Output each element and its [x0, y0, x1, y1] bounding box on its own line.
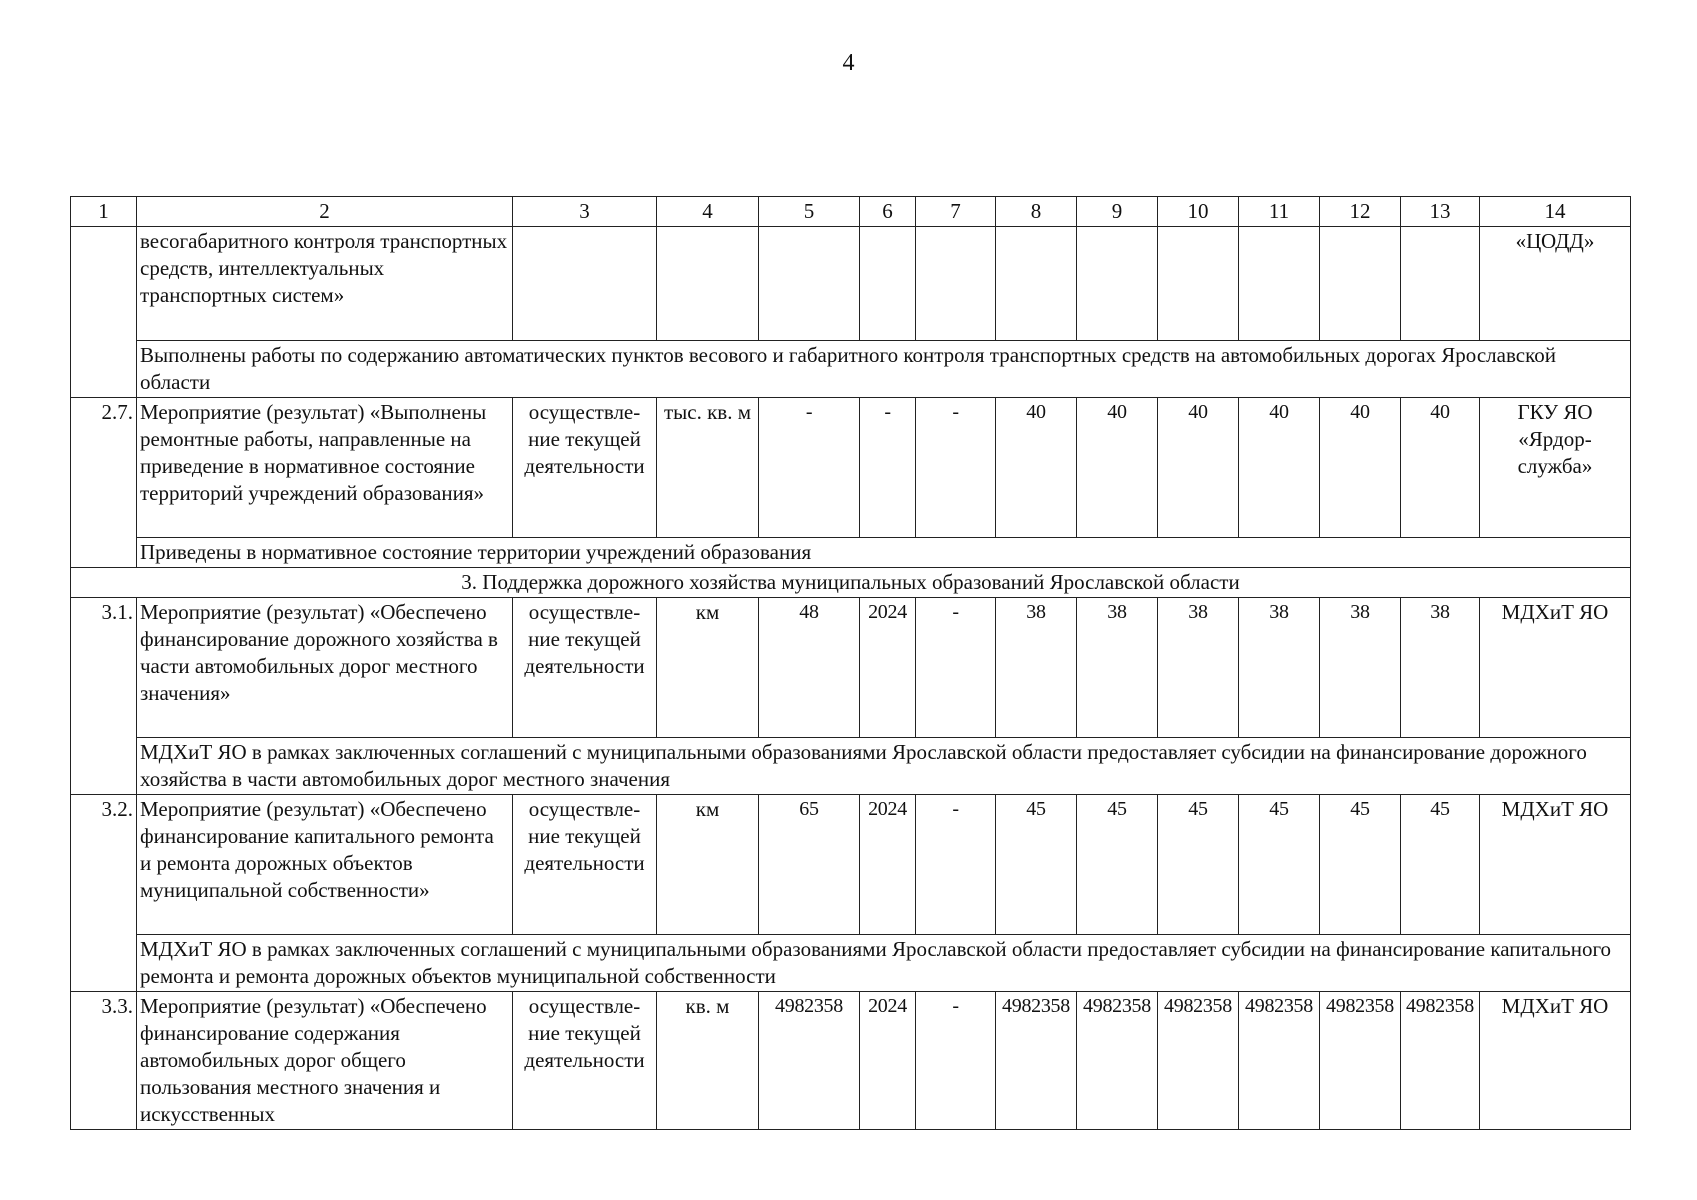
- result-text: МДХиТ ЯО в рамках заключенных соглашений с муниципальными образованиями Ярославской области предоставляет субсидии на финансирование капитального ремонта и ремонта дорожных объектов муниципальной собственности: [137, 935, 1631, 992]
- empty-cell: [657, 227, 759, 341]
- result-row: [71, 538, 1631, 568]
- unit-cell: км: [657, 598, 759, 738]
- value-cell: 2024: [860, 795, 916, 935]
- empty-cell: [759, 227, 860, 341]
- empty-cell: [916, 227, 996, 341]
- measure-type-cell: осуществле-ние текущей деятельности: [513, 398, 657, 538]
- header-cell: 12: [1320, 197, 1401, 227]
- value-cell: 2024: [860, 598, 916, 738]
- value-cell: 4982358: [1320, 992, 1401, 1130]
- empty-cell: [996, 227, 1077, 341]
- value-cell: -: [916, 795, 996, 935]
- table-row: [71, 992, 1631, 1130]
- measure-name-cell: Мероприятие (результат) «Обеспечено финансирование дорожного хозяйства в части автомобильных дорог местного значения»: [137, 598, 513, 738]
- result-text: МДХиТ ЯО в рамках заключенных соглашений с муниципальными образованиями Ярославской области предоставляет субсидии на финансирование дорожного хозяйства в части автомобильных дорог местного значения: [137, 738, 1631, 795]
- header-cell: 6: [860, 197, 916, 227]
- row-number: 3.1.: [71, 598, 137, 795]
- value-cell: 45: [1239, 795, 1320, 935]
- page-number: 4: [842, 50, 855, 76]
- result-text: Выполнены работы по содержанию автоматических пунктов весового и габаритного контроля транспортных средств на автомобильных дорогах Ярославской области: [137, 341, 1631, 398]
- result-row: [71, 738, 1631, 795]
- section-row: [71, 568, 1631, 598]
- value-cell: 48: [759, 598, 860, 738]
- measure-name-cell: весогабаритного контроля транспортных средств, интеллектуальных транспортных систем»: [137, 227, 513, 341]
- responsible-cell: ГКУ ЯО «Ярдор-служба»: [1480, 398, 1631, 538]
- value-cell: -: [860, 398, 916, 538]
- header-cell: 14: [1480, 197, 1631, 227]
- value-cell: 65: [759, 795, 860, 935]
- header-cell: 2: [137, 197, 513, 227]
- value-cell: 38: [996, 598, 1077, 738]
- value-cell: 40: [1320, 398, 1401, 538]
- measure-type-cell: осуществле-ние текущей деятельности: [513, 598, 657, 738]
- value-cell: 38: [1320, 598, 1401, 738]
- header-cell: 9: [1077, 197, 1158, 227]
- value-cell: 45: [1077, 795, 1158, 935]
- header-cell: 1: [71, 197, 137, 227]
- header-cell: 11: [1239, 197, 1320, 227]
- indicators-table: [70, 196, 1631, 1130]
- value-cell: 2024: [860, 992, 916, 1130]
- value-cell: 38: [1158, 598, 1239, 738]
- header-cell: 5: [759, 197, 860, 227]
- empty-cell: [1158, 227, 1239, 341]
- value-cell: 45: [996, 795, 1077, 935]
- table-row: [71, 227, 1631, 341]
- value-cell: -: [916, 598, 996, 738]
- value-cell: 4982358: [1401, 992, 1480, 1130]
- responsible-cell: МДХиТ ЯО: [1480, 598, 1631, 738]
- value-cell: 40: [1401, 398, 1480, 538]
- empty-cell: [1401, 227, 1480, 341]
- value-cell: 40: [996, 398, 1077, 538]
- value-cell: 38: [1239, 598, 1320, 738]
- empty-cell: [513, 227, 657, 341]
- row-number: 2.7.: [71, 398, 137, 568]
- value-cell: -: [916, 992, 996, 1130]
- unit-cell: км: [657, 795, 759, 935]
- value-cell: 38: [1077, 598, 1158, 738]
- empty-cell: [1320, 227, 1401, 341]
- header-cell: 3: [513, 197, 657, 227]
- result-text: Приведены в нормативное состояние территории учреждений образования: [137, 538, 1631, 568]
- value-cell: 40: [1158, 398, 1239, 538]
- value-cell: 45: [1401, 795, 1480, 935]
- responsible-cell: МДХиТ ЯО: [1480, 992, 1631, 1130]
- responsible-cell: «ЦОДД»: [1480, 227, 1631, 341]
- value-cell: 4982358: [1239, 992, 1320, 1130]
- header-cell: 13: [1401, 197, 1480, 227]
- header-cell: 7: [916, 197, 996, 227]
- table-row: [71, 795, 1631, 935]
- value-cell: 40: [1077, 398, 1158, 538]
- value-cell: 38: [1401, 598, 1480, 738]
- empty-cell: [1077, 227, 1158, 341]
- value-cell: 40: [1239, 398, 1320, 538]
- header-row: [71, 197, 1631, 227]
- table-row: [71, 398, 1631, 538]
- value-cell: 45: [1158, 795, 1239, 935]
- value-cell: 4982358: [759, 992, 860, 1130]
- header-cell: 4: [657, 197, 759, 227]
- measure-name-cell: Мероприятие (результат) «Обеспечено финансирование содержания автомобильных дорог общего пользования местного значения и искусственных: [137, 992, 513, 1130]
- value-cell: 4982358: [1158, 992, 1239, 1130]
- value-cell: 45: [1320, 795, 1401, 935]
- header-cell: 10: [1158, 197, 1239, 227]
- result-row: [71, 935, 1631, 992]
- measure-name-cell: Мероприятие (результат) «Выполнены ремонтные работы, направленные на приведение в нормативное состояние территорий учреждений образования»: [137, 398, 513, 538]
- unit-cell: тыс. кв. м: [657, 398, 759, 538]
- value-cell: -: [759, 398, 860, 538]
- header-cell: 8: [996, 197, 1077, 227]
- value-cell: 4982358: [996, 992, 1077, 1130]
- row-number: 3.3.: [71, 992, 137, 1130]
- value-cell: 4982358: [1077, 992, 1158, 1130]
- value-cell: -: [916, 398, 996, 538]
- measure-type-cell: осуществле-ние текущей деятельности: [513, 992, 657, 1130]
- row-number: 3.2.: [71, 795, 137, 992]
- measure-name-cell: Мероприятие (результат) «Обеспечено финансирование капитального ремонта и ремонта дорожных объектов муниципальной собственности»: [137, 795, 513, 935]
- result-row: [71, 341, 1631, 398]
- unit-cell: кв. м: [657, 992, 759, 1130]
- measure-type-cell: осуществле-ние текущей деятельности: [513, 795, 657, 935]
- row-number-cell: [71, 227, 137, 398]
- responsible-cell: МДХиТ ЯО: [1480, 795, 1631, 935]
- empty-cell: [1239, 227, 1320, 341]
- empty-cell: [860, 227, 916, 341]
- table-row: [71, 598, 1631, 738]
- section-title: 3. Поддержка дорожного хозяйства муниципальных образований Ярославской области: [71, 568, 1631, 598]
